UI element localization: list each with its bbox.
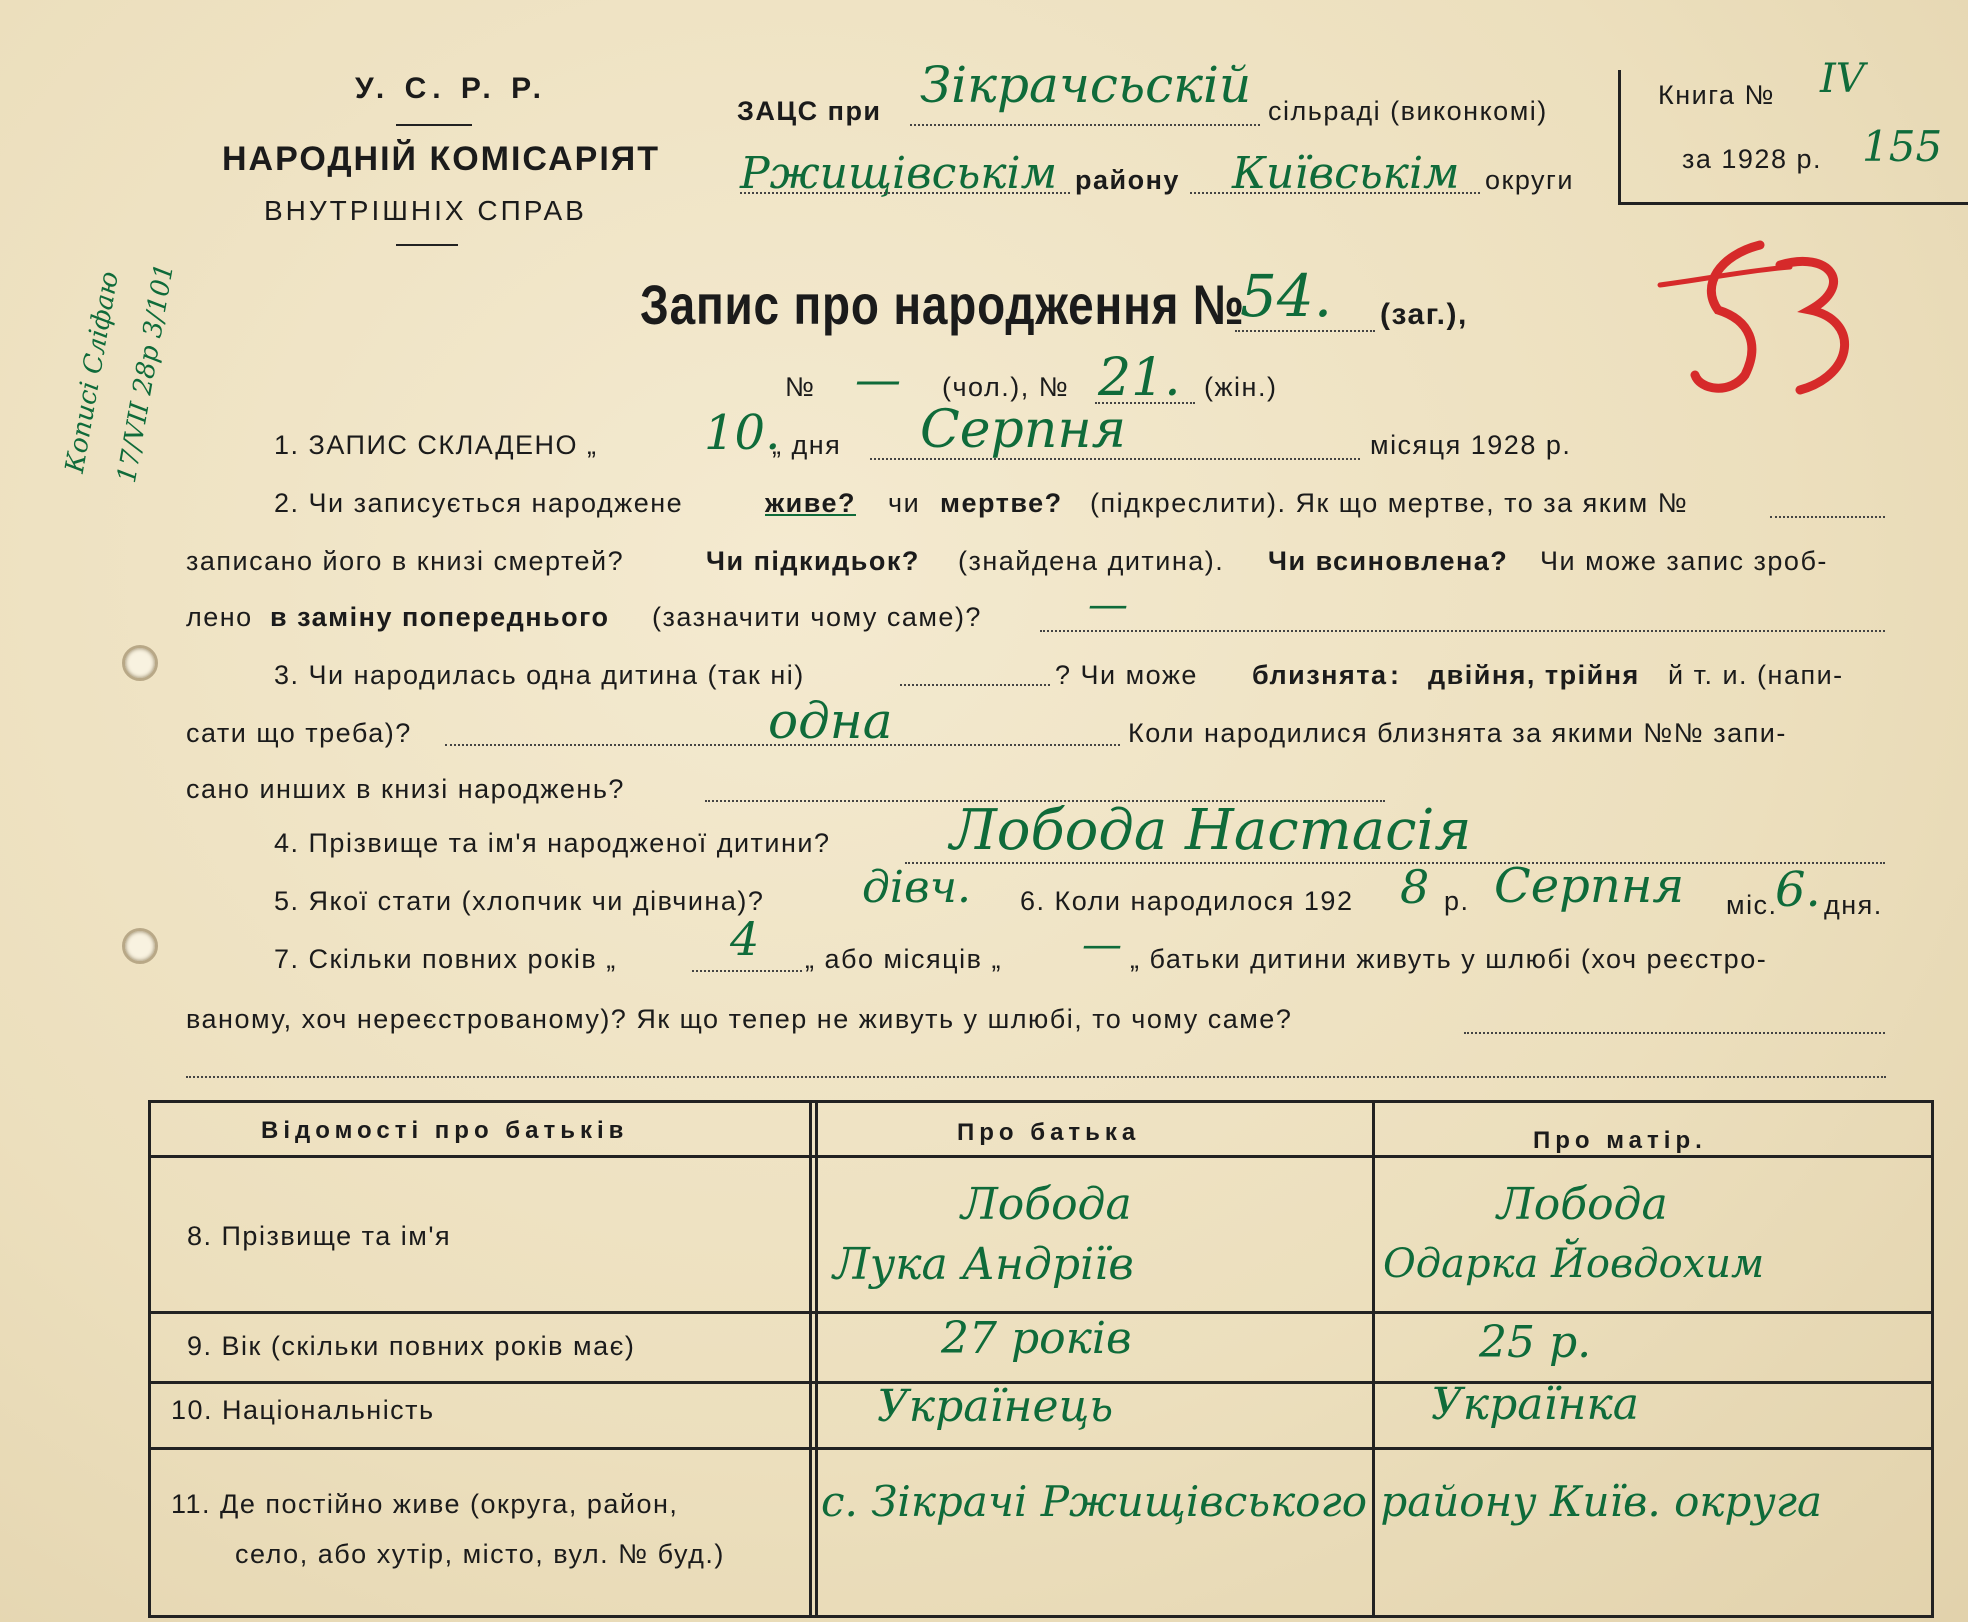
q3-colon: : bbox=[1390, 660, 1401, 690]
father-surname: Лобода bbox=[961, 1179, 1132, 1230]
q5-sex: дівч. bbox=[862, 862, 971, 913]
table-col-mother: Про матір. bbox=[1533, 1127, 1707, 1154]
row-age-label: 9. Вік (скільки повних років має) bbox=[187, 1331, 636, 1361]
book-number: IV bbox=[1820, 56, 1865, 102]
record-title: Запис про народження № bbox=[640, 273, 1245, 336]
parents-residence: с. Зікрачі Ржищівського району Київ. округа bbox=[821, 1477, 1822, 1526]
q3-twins: близнята bbox=[1252, 660, 1388, 690]
q3-double: двійня, трійня bbox=[1428, 660, 1640, 690]
q2-line2-b: (знайдена дитина). bbox=[958, 546, 1225, 576]
table-row-rule-3 bbox=[151, 1447, 1931, 1450]
q3-line2-dots bbox=[445, 744, 1120, 746]
q6-label: 6. Коли народилося 192 bbox=[1020, 886, 1354, 916]
q1-month: Серпня bbox=[920, 400, 1127, 460]
q2-line3-b: (зазначити чому саме)? bbox=[652, 602, 982, 632]
q2-line1-c: (підкреслити). Як що мертве, то за яким № bbox=[1090, 488, 1689, 518]
female-label: (жін.) bbox=[1204, 372, 1278, 402]
q6-year-digit: 8 bbox=[1400, 860, 1430, 914]
parents-table bbox=[148, 1100, 1934, 1618]
q7-months: — bbox=[1082, 922, 1122, 968]
q2-line2-c: Чи може запис зроб- bbox=[1540, 546, 1828, 576]
q2-replace: в заміну попереднього bbox=[270, 602, 610, 632]
q6-month: Серпня bbox=[1494, 858, 1685, 914]
book-label: Книга № bbox=[1658, 80, 1775, 110]
q2-line2-a: записано його в книзі смертей? bbox=[186, 546, 625, 576]
q7-line1-c: „ батьки дитини живуть у шлюбі (хоч реєстро- bbox=[1130, 944, 1768, 974]
q2-line1-a: 2. Чи записується народжене bbox=[274, 488, 684, 518]
q6-month-label: міс. bbox=[1726, 890, 1778, 920]
zags-village-value: Зікрачсьскій bbox=[920, 56, 1252, 114]
zags-prefix: ЗАЦС при bbox=[737, 96, 882, 126]
q1-month-line bbox=[870, 458, 1360, 460]
q4-child-name: Лобода Настасія bbox=[950, 798, 1472, 863]
zags-suffix: сільраді (виконкомі) bbox=[1268, 96, 1548, 126]
q3-line3: сано инших в книзі народжень? bbox=[186, 774, 625, 804]
q7-years: 4 bbox=[730, 912, 760, 966]
q2-line3-a: лено bbox=[186, 602, 253, 632]
q2-line1-dots bbox=[1770, 516, 1885, 518]
q3-count-value: одна bbox=[768, 692, 893, 750]
table-vline-2 bbox=[1372, 1103, 1375, 1615]
year-number: 155 bbox=[1862, 122, 1943, 171]
q2-found: Чи підкидьок? bbox=[706, 546, 920, 576]
mother-nationality: Українка bbox=[1431, 1379, 1640, 1430]
ministry-header: НАРОДНІЙ КОМІСАРІЯТ bbox=[222, 140, 660, 178]
father-given-name: Лука Андріїв bbox=[833, 1239, 1134, 1290]
header-rule-bottom bbox=[396, 244, 458, 246]
ministry-subheader: ВНУТРІШНІХ СПРАВ bbox=[264, 195, 587, 226]
q1-day: 10. bbox=[704, 405, 781, 461]
q3-line1-b: ? Чи може bbox=[1055, 660, 1198, 690]
male-number: — bbox=[855, 352, 901, 406]
q4-line bbox=[905, 862, 1885, 864]
punch-hole-top bbox=[122, 645, 158, 681]
q1-label: 1. ЗАПИС СКЛАДЕНО „ bbox=[274, 430, 598, 460]
district-line bbox=[740, 192, 1070, 194]
okrug-line bbox=[1190, 192, 1480, 194]
header-rule-top bbox=[396, 124, 472, 126]
q1-month-label: місяця 1928 р. bbox=[1370, 430, 1572, 460]
q2-line3-dots bbox=[1040, 630, 1885, 632]
female-number: 21. bbox=[1098, 348, 1181, 408]
table-col-parents: Відомості про батьків bbox=[261, 1117, 629, 1144]
table-vline-1b bbox=[815, 1103, 818, 1615]
general-suffix: (заг.), bbox=[1380, 298, 1468, 331]
q2-adopt: Чи всиновлена? bbox=[1268, 546, 1509, 576]
district-label: району bbox=[1075, 165, 1180, 195]
q6-day-label: дня. bbox=[1824, 890, 1883, 920]
q6-day: 6. bbox=[1775, 862, 1821, 918]
row-residence-label-2: село, або хутір, місто, вул. № буд.) bbox=[235, 1539, 725, 1569]
row-residence-label-1: 11. Де постійно живе (округа, район, bbox=[171, 1489, 679, 1519]
q7-line2: ваному, хоч нереєстрованому)? Як що тепер не живуть у шлюбі, то чому саме? bbox=[186, 1004, 1293, 1034]
q2-alive: живе? bbox=[765, 488, 856, 518]
mother-age: 25 р. bbox=[1479, 1317, 1592, 1368]
red-archive-mark-icon bbox=[1640, 225, 1880, 415]
q7-line2-dots bbox=[1464, 1032, 1885, 1034]
q3-line1-a: 3. Чи народилась одна дитина (так ні) bbox=[274, 660, 805, 690]
okrug-label: округи bbox=[1485, 165, 1574, 195]
q2-line1-b: чи bbox=[888, 488, 921, 518]
table-vline-1 bbox=[809, 1103, 812, 1615]
q3-line2-a: сати що треба)? bbox=[186, 718, 412, 748]
row-nationality-label: 10. Національність bbox=[171, 1395, 435, 1425]
q4-label: 4. Прізвище та ім'я народженої дитини? bbox=[274, 828, 831, 858]
father-age: 27 років bbox=[941, 1313, 1132, 1364]
okrug-value: Київськім bbox=[1232, 148, 1460, 199]
q3-line1-d: й т. и. (напи- bbox=[1668, 660, 1844, 690]
father-nationality: Українець bbox=[877, 1381, 1114, 1432]
q7-years-line bbox=[692, 970, 802, 972]
margin-note-line2: 17/VII 28р 3/101 bbox=[112, 261, 181, 486]
state-header: У. С. Р. Р. bbox=[355, 72, 547, 105]
title-no-label: № bbox=[785, 372, 816, 402]
mother-given-name: Одарка Йовдохим bbox=[1383, 1241, 1765, 1287]
margin-note-line1: Кописі Сліфаю bbox=[60, 269, 125, 476]
q3-line2-b: Коли народилися близнята за якими №№ запи- bbox=[1128, 718, 1787, 748]
q7-line3-dots bbox=[186, 1076, 1886, 1078]
year-label: за 1928 р. bbox=[1682, 144, 1822, 174]
q3-line1-dots bbox=[900, 684, 1050, 686]
mother-surname: Лобода bbox=[1497, 1179, 1668, 1230]
q6-year-suffix: р. bbox=[1444, 886, 1470, 916]
q1-day-label: „ дня bbox=[772, 430, 842, 460]
general-number: 54. bbox=[1240, 262, 1333, 330]
q2-dead: мертве? bbox=[940, 488, 1063, 518]
general-number-line bbox=[1235, 330, 1375, 332]
q7-line1-a: 7. Скільки повних років „ bbox=[274, 944, 617, 974]
q2-replace-value: — bbox=[1088, 582, 1128, 628]
male-label: (чол.), № bbox=[942, 372, 1070, 402]
punch-hole-bottom bbox=[122, 928, 158, 964]
zags-village-line bbox=[910, 124, 1260, 126]
district-value: Ржищівськім bbox=[740, 148, 1058, 199]
table-col-father: Про батька bbox=[957, 1119, 1141, 1146]
table-header-rule bbox=[151, 1155, 1931, 1158]
q7-line1-b: „ або місяців „ bbox=[805, 944, 1002, 974]
q5-label: 5. Якої стати (хлопчик чи дівчина)? bbox=[274, 886, 765, 916]
row-name-label: 8. Прізвище та ім'я bbox=[187, 1221, 452, 1251]
